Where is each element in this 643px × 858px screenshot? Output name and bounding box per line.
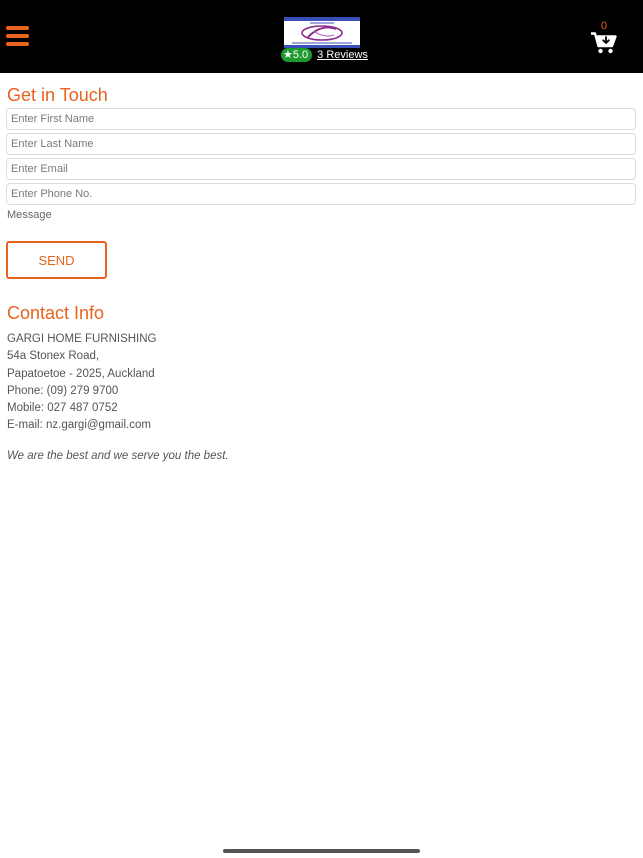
address-line-2: Papatoetoe - 2025, Auckland: [7, 367, 155, 380]
reviews-link[interactable]: 3 Reviews: [317, 49, 368, 61]
cart-icon[interactable]: [591, 32, 617, 54]
cart-count-badge: 0: [600, 20, 608, 32]
rating-badge: [281, 48, 312, 62]
rating-row: [281, 48, 368, 62]
message-label: Message: [7, 209, 52, 221]
last-name-input[interactable]: [6, 133, 636, 155]
star-icon: ★: [283, 49, 293, 61]
email-input[interactable]: [6, 158, 636, 180]
send-button[interactable]: SEND: [6, 241, 107, 279]
company-name: GARGI HOME FURNISHING: [7, 333, 157, 345]
phone-input[interactable]: [6, 183, 636, 205]
contact-details: [7, 331, 157, 435]
rating-value: 5.0: [292, 49, 309, 61]
email-address: E-mail: nz.gargi@gmail.com: [7, 419, 151, 432]
tagline: We are the best and we serve you the best.: [7, 450, 229, 462]
gargi-logo[interactable]: [284, 17, 360, 48]
home-indicator[interactable]: [223, 849, 420, 853]
hamburger-menu-icon[interactable]: [6, 25, 30, 47]
app-header: [0, 0, 643, 73]
address-line-1: 54a Stonex Road,: [7, 350, 100, 363]
contact-info-title: Contact Info: [7, 303, 105, 323]
mobile-number: Mobile: 027 487 0752: [7, 402, 118, 415]
get-in-touch-title: Get in Touch: [7, 85, 108, 105]
first-name-input[interactable]: [6, 108, 636, 130]
phone-number: Phone: (09) 279 9700: [7, 384, 119, 397]
